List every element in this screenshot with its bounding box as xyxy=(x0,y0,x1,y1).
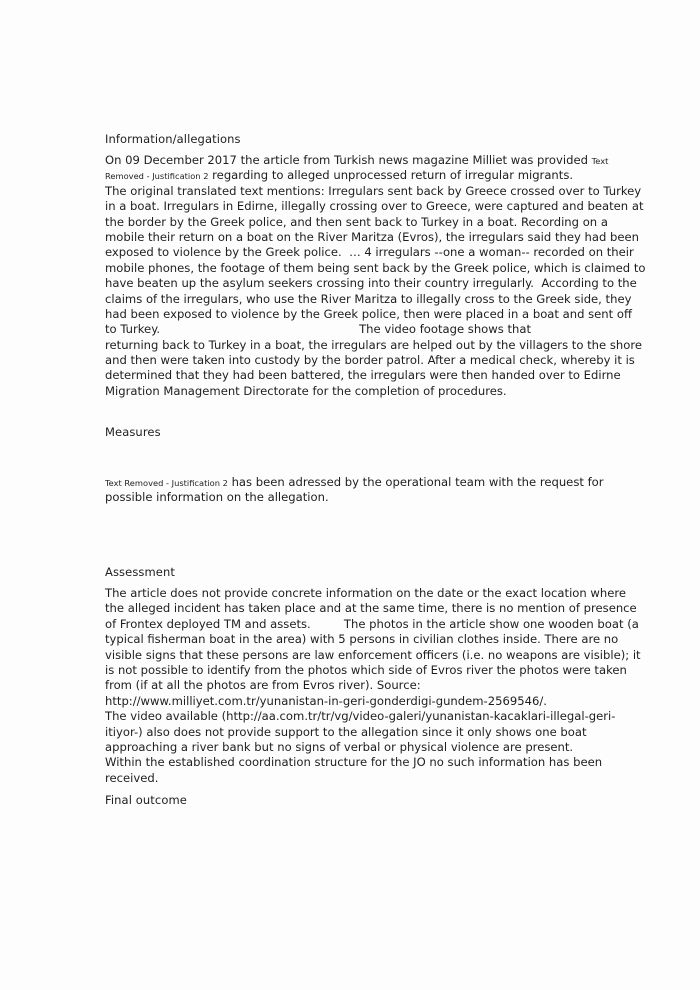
text-line xyxy=(105,214,608,230)
line-text: The article does not provide concrete information on the date or the exact location where xyxy=(105,586,627,600)
text-line xyxy=(105,678,605,693)
text-line xyxy=(105,709,616,724)
allegations-heading: Information/allegations xyxy=(105,132,241,146)
assessment-heading: Assessment xyxy=(105,565,175,579)
text-line xyxy=(105,384,605,399)
text-line xyxy=(105,601,637,616)
line-text: mobile their return on a boat on the River Maritza (Evros), the irregulars said they had been xyxy=(105,229,639,244)
text-line xyxy=(105,153,609,168)
text-line xyxy=(105,632,619,647)
text-line xyxy=(105,337,642,353)
text-line xyxy=(105,771,605,786)
line-text: to Turkey. The video footage shows that xyxy=(105,322,532,337)
assessment-text xyxy=(105,586,641,786)
text-line xyxy=(105,616,639,632)
text-line xyxy=(105,199,644,214)
line-text: the border by the Greek police, and then sent back to Turkey in a boat. Recording on a xyxy=(105,214,608,229)
text-line xyxy=(105,183,642,199)
line-text: typical fisherman boat in the area) with 5 persons in civilian clothes inside. There are no xyxy=(105,632,619,647)
measures-heading: Measures xyxy=(105,425,161,439)
redaction-marker: Text Removed - Justification 2 xyxy=(105,478,228,488)
line-text: http://www.milliyet.com.tr/yunanistan-in-geri-gonderdigi-gundem-2569546/. xyxy=(105,693,547,708)
text-line xyxy=(105,694,605,709)
text-line xyxy=(105,490,605,505)
text-line xyxy=(105,662,627,678)
text-line xyxy=(105,586,627,601)
line-text: in a boat. Irregulars in Edirne, illegally crossing over to Greece, were captured and beaten at xyxy=(105,199,644,214)
text-line xyxy=(105,229,639,245)
line-text: possible information on the allegation. xyxy=(105,490,329,505)
line-text: have beaten up the asylum seekers crossing into their country irregularly. According to the xyxy=(105,276,637,291)
line-text: exposed to violence by the Greek police. … 4 irregulars --one a woman-- recorded on their xyxy=(105,245,634,260)
line-text: On 09 December 2017 the article from Turkish news magazine Milliet was provided xyxy=(105,153,592,167)
line-text: received. xyxy=(105,770,159,785)
line-text: itiyor-) also does not provide support to the allegation since it only shows one boat xyxy=(105,724,587,739)
redaction-marker: Text xyxy=(591,156,609,166)
allegations-text xyxy=(105,153,646,399)
line-text: The original translated text mentions: Irregulars sent back by Greece crossed over to Turkey xyxy=(105,183,642,198)
line-text: has been adressed by the operational team with the request for xyxy=(227,475,604,489)
line-text: Migration Management Directorate for the completion of procedures. xyxy=(105,383,507,398)
line-text: returning back to Turkey in a boat, the irregulars are helped out by the villagers to the shore xyxy=(105,337,642,352)
text-line xyxy=(105,291,632,307)
line-text: and then were taken into custody by the border patrol. After a medical check, whereby it is xyxy=(105,353,635,368)
text-line xyxy=(105,245,634,260)
text-line xyxy=(105,168,605,183)
text-line xyxy=(105,475,605,490)
line-text: visible signs that these persons are law enforcement officers (i.e. no weapons are visible); it xyxy=(105,647,641,662)
line-text: of Frontex deployed TM and assets. The photos in the article show one wooden boat (a xyxy=(105,616,639,631)
measures-text xyxy=(105,475,605,506)
line-text: the alleged incident has taken place and at the same time, there is no mention of presence xyxy=(105,601,637,616)
line-text: regarding to alleged unprocessed return of irregular migrants. xyxy=(208,168,574,183)
line-text: determined that they had been battered, the irregulars were then handed over to Edirne xyxy=(105,368,621,383)
line-text: had been exposed to violence by the Greek police, then were placed in a boat and sent off xyxy=(105,306,632,321)
redaction-marker: Removed - Justification 2 xyxy=(105,171,209,182)
line-text: from (if at all the photos are from Evros river). Source: xyxy=(105,678,421,693)
text-line xyxy=(105,322,605,337)
line-text: is not possible to identify from the photos which side of Evros river the photos were taken xyxy=(105,662,627,677)
line-text: mobile phones, the footage of them being sent back by the Greek police, which is claimed to xyxy=(105,260,646,275)
text-line xyxy=(105,276,637,291)
text-line xyxy=(105,740,605,755)
text-line xyxy=(105,260,646,276)
text-line xyxy=(105,755,605,770)
text-line xyxy=(105,353,635,368)
text-line xyxy=(105,647,641,663)
line-text: claims of the irregulars, who use the River Maritza to illegally cross to the Greek side, they xyxy=(105,291,632,306)
final-outcome-heading: Final outcome xyxy=(105,793,187,807)
text-line xyxy=(105,368,621,383)
line-text: The video available (http://aa.com.tr/tr/vg/video-galeri/yunanistan-kacaklari-illegal-geri- xyxy=(105,709,616,724)
line-text: Within the established coordination structure for the JO no such information has been xyxy=(105,755,603,770)
text-line xyxy=(105,725,605,740)
text-line xyxy=(105,306,632,322)
line-text: approaching a river bank but no signs of verbal or physical violence are present. xyxy=(105,739,574,754)
